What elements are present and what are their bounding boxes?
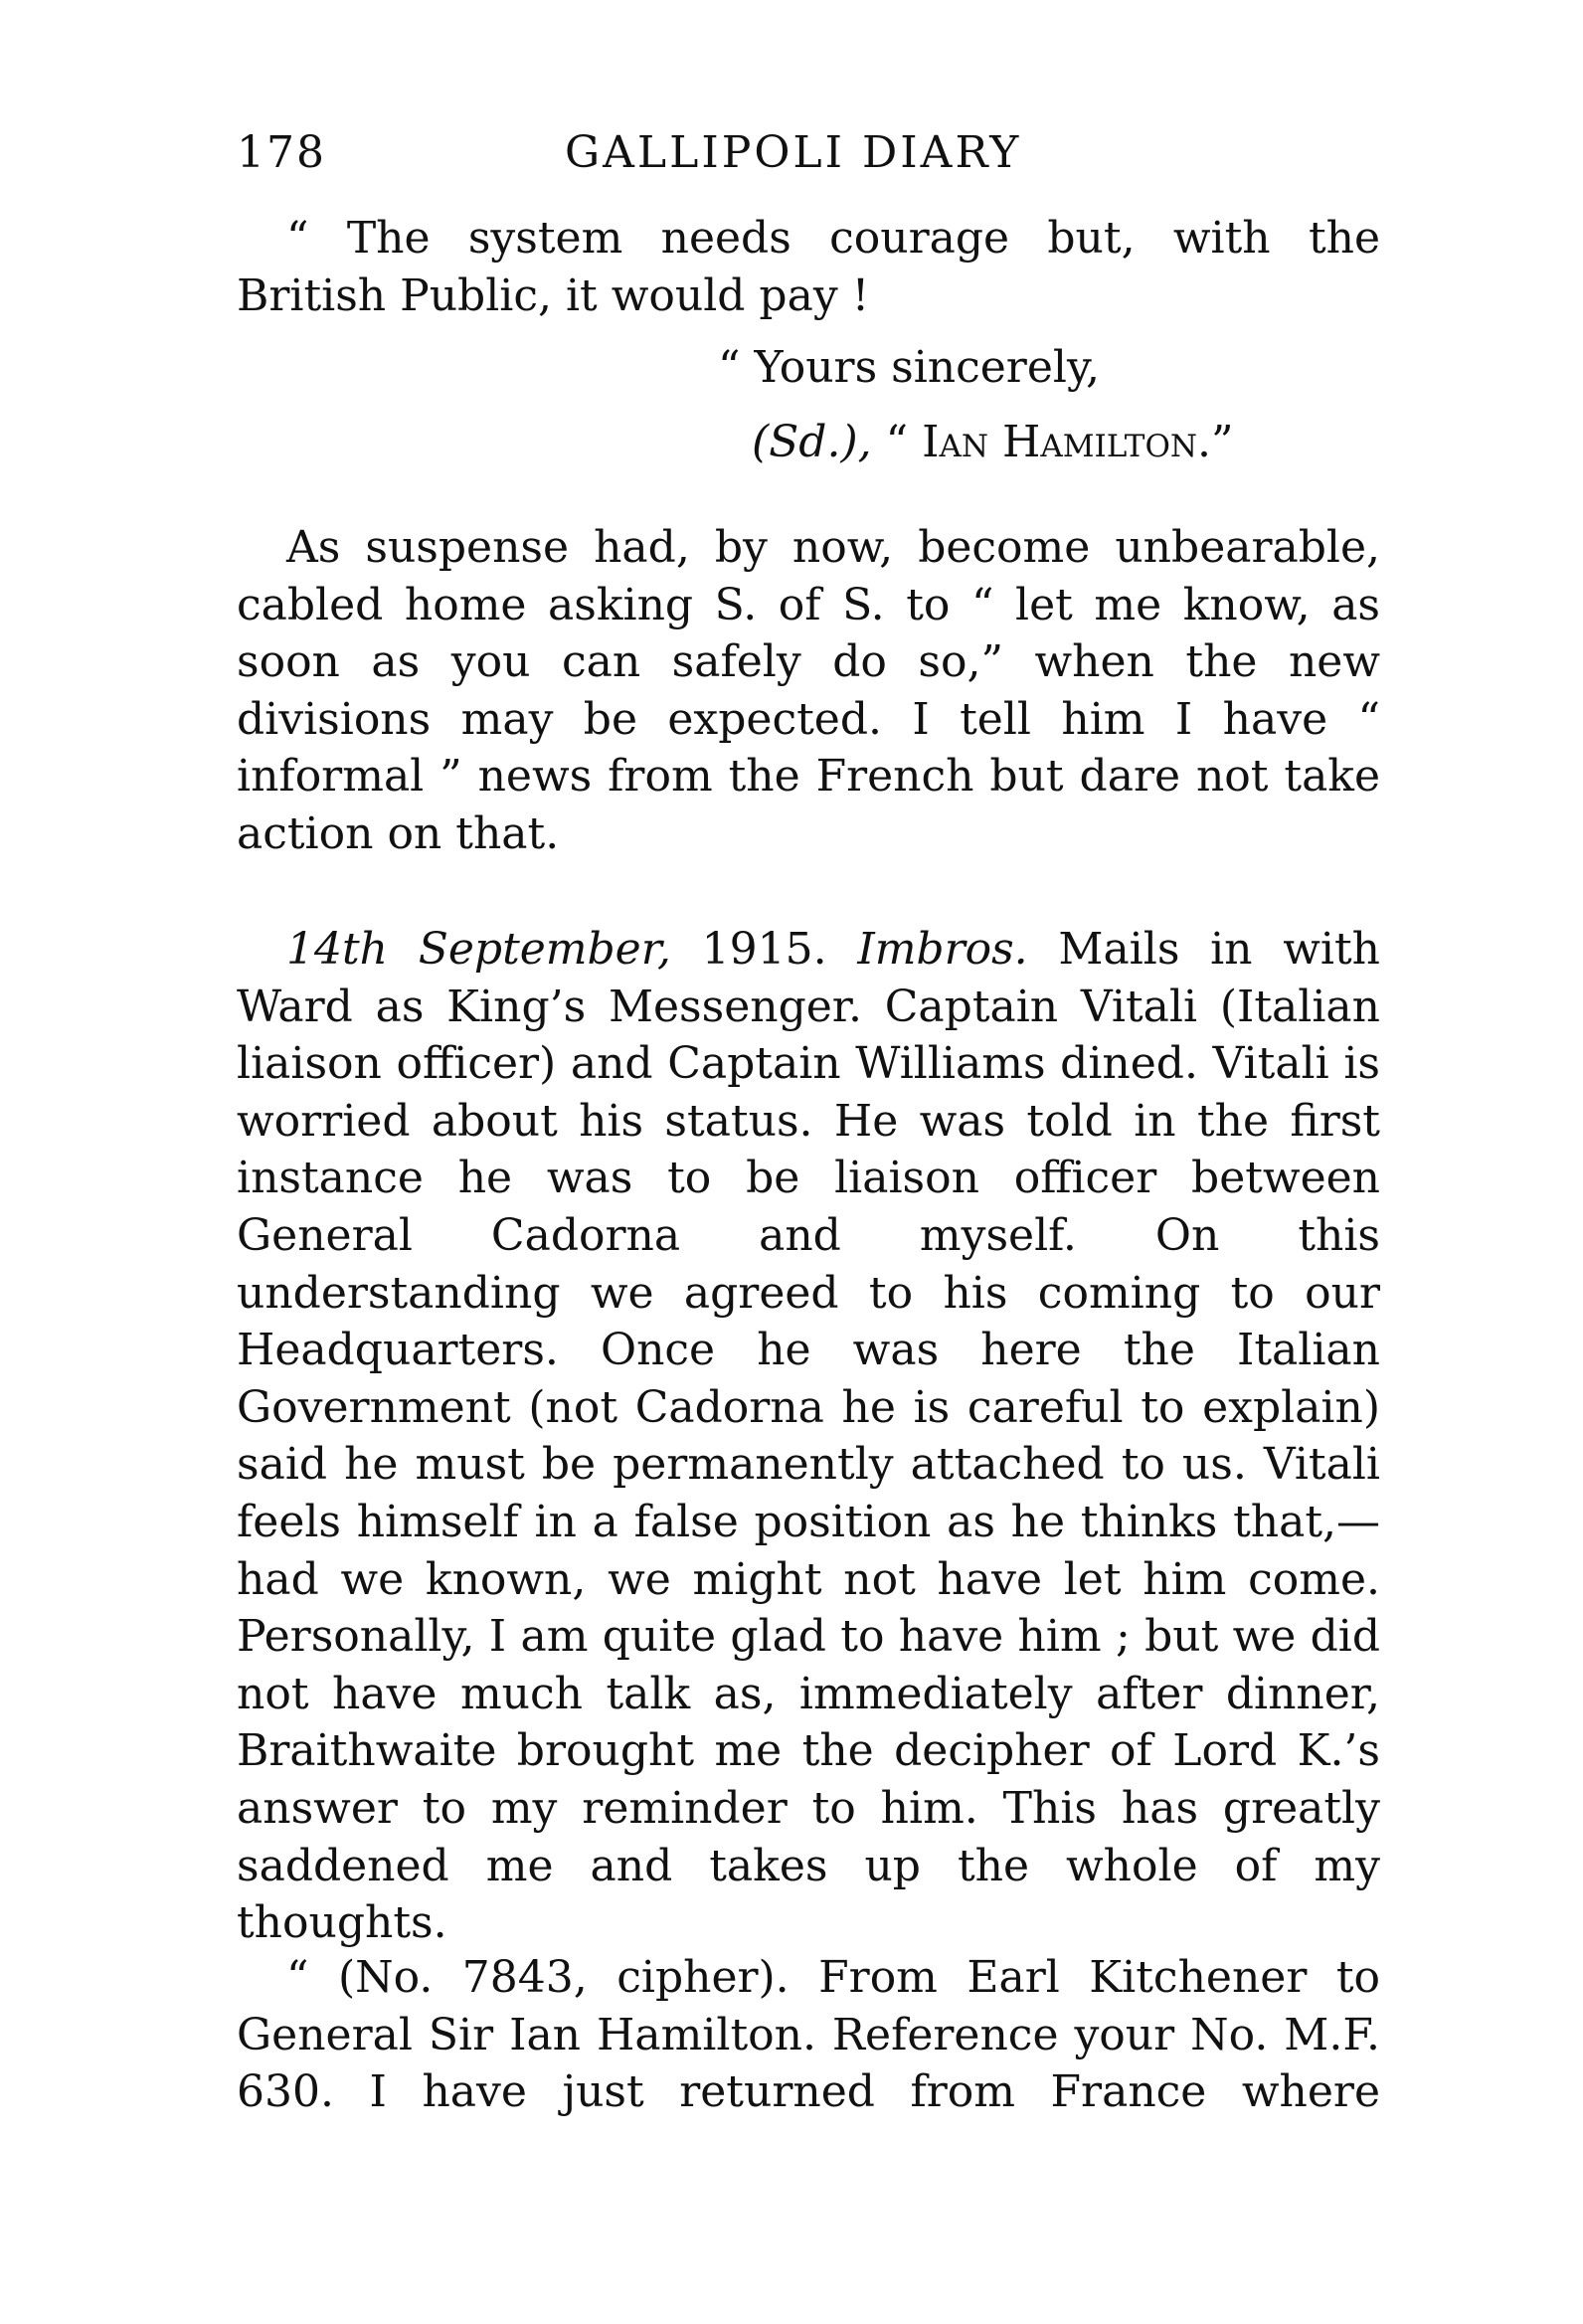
paragraph-cable: As suspense had, by now, become unbearable, cabled home asking S. of S. to “ let me know, as soon as you can safely do so,” when the new divisions may be expected. I tell him I have “ informal ” news from the French but dare not take action on that.: [237, 522, 1380, 859]
running-title: GALLIPOLI DIARY: [565, 127, 1022, 178]
entry-body: Mails in with Ward as King’s Messenger. Captain Vitali (Italian liaison officer) and Captain Williams dined. Vitali is worried about his status. He was told in the first instance he was to be liaison officer between General Cadorna and myself. On this understanding we agreed to his coming to our Headquarters. Once he was here the Italian Government (not Cadorna he is careful to explain) said he must be permanently attached to us. Vitali feels himself in a false position as he thinks that,—had we known, we might not have let him come. Personally, I am quite glad to have him ; but we did not have much talk as, immediately after dinner, Braithwaite brought me the decipher of Lord K.’s answer to my reminder to him. This has greatly saddened me and takes up the whole of my thoughts.: [237, 924, 1380, 1949]
diary-entry: [237, 921, 1380, 1952]
entry-place: Imbros.: [857, 924, 1028, 975]
page-number: 178: [237, 127, 326, 178]
letter-line-1: “ The system needs courage but, with the: [286, 213, 1380, 264]
signature-sd: (Sd.),: [752, 417, 872, 467]
signature-name: “ Ian Hamilton.”: [885, 417, 1234, 467]
page-header: [237, 127, 1380, 187]
entry-date: 14th September,: [286, 924, 671, 975]
entry-year: 1915.: [701, 924, 827, 975]
letter-line-2: British Public, it would pay !: [237, 270, 870, 321]
letter-closing: “ Yours sincerely,: [718, 342, 1100, 393]
letter-signature: [752, 414, 1234, 471]
cipher-paragraph: “ (No. 7843, cipher). From Earl Kitchener to General Sir Ian Hamilton. Reference your No. M.F. 630. I have just returned from France where: [237, 1952, 1380, 2118]
